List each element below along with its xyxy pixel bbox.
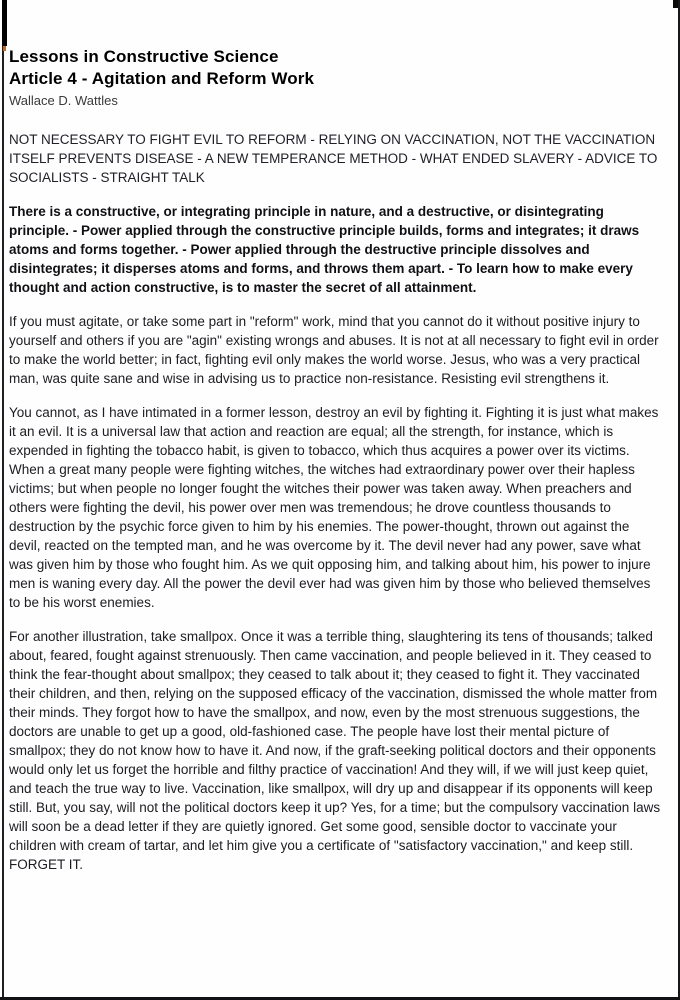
- author-byline: Wallace D. Wattles: [9, 93, 118, 108]
- top-left-corner-mark: [2, 0, 7, 46]
- lead-paragraph: There is a constructive, or integrating principle in nature, and a destructive, or disintegrating principle. - Power applied through the constructive principle builds, forms and integrates; it draws atoms and forms together. - Power applied through the destructive principle dissolves and disintegrates; it disperses atoms and forms, and throws them apart. - To learn how to make every thought and action constructive, is to master the secret of all attainment.: [9, 204, 640, 295]
- scan-artifact-dot: [3, 46, 6, 51]
- series-title: Lessons in Constructive Science: [9, 47, 279, 66]
- summary-paragraph: NOT NECESSARY TO FIGHT EVIL TO REFORM - RELYING ON VACCINATION, NOT THE VACCINATION ITSELF PREVENTS DISEASE - A NEW TEMPERANCE METHOD - WHAT ENDED SLAVERY - ADVICE TO SOCIALISTS - STRAIGHT TALK: [9, 132, 658, 185]
- left-edge-scan-line: [2, 0, 4, 1000]
- body-paragraph: If you must agitate, or take some part in "reform" work, mind that you cannot do it without positive injury to yourself and others if you are "agin" existing wrongs and abuses. It is not at all necessary to fight evil in order to make the world better; in fact, fighting evil only makes the world worse. Jesus, who was a very practical man, was quite sane and wise in advising us to practice non-resistance. Resisting evil strengthens it.: [9, 314, 659, 386]
- body-paragraph: For another illustration, take smallpox. Once it was a terrible thing, slaughtering its tens of thousands; talked about, feared, fought against strenuously. Then came vaccination, and people believed in it. They ceased to think the fear-thought about smallpox; they ceased to talk about it; they ceased to fight it. They vaccinated their children, and then, relying on the supposed efficacy of the vaccination, dismissed the whole matter from their minds. They forgot how to have the smallpox, and now, even by the most strenuous suggestions, the doctors are unable to get up a good, old-fashioned case. The people have lost their mental picture of smallpox; they do not know how to have it. And now, if the graft-seeking political doctors and their opponents would only let us forget the horrible and filthy practice of vaccination! And they will, if we will just keep quiet, and teach the true way to live. Vaccination, like smallpox, will dry up and disappear if its opponents will keep still. But, you say, will not the political doctors keep it up? Yes, for a time; but the compulsory vaccination laws will soon be a dead letter if they are quietly ignored. Get some good, sensible doctor to vaccinate your children with cream of tartar, and let him give you a certificate of "satisfactory vaccination," and keep still. FORGET IT.: [9, 629, 661, 872]
- article-title: Article 4 - Agitation and Reform Work: [9, 69, 315, 88]
- body-paragraph: You cannot, as I have intimated in a former lesson, destroy an evil by fighting it. Fighting it is just what makes it an evil. It is a universal law that action and reaction are equal; all the strength, for instance, which is expended in fighting the tobacco habit, is given to tobacco, which thus acquires a power over its victims. When a great many people were fighting witches, the witches had extraordinary power over their hapless victims; but when people no longer fought the witches their power was taken away. When preachers and others were fighting the devil, his power over men was tremendous; he drove countless thousands to destruction by the psychic force given to him by his enemies. The power-thought, thrown out against the devil, reacted on the tempted man, and he was overcome by it. The devil never had any power, save what was given him by those who fought him. As we quit opposing him, and talking about him, his power to injure men is waning every day. All the power the devil ever had was given him by those who believed themselves to be his worst enemies.: [9, 405, 659, 610]
- article-body: [9, 0, 663, 874]
